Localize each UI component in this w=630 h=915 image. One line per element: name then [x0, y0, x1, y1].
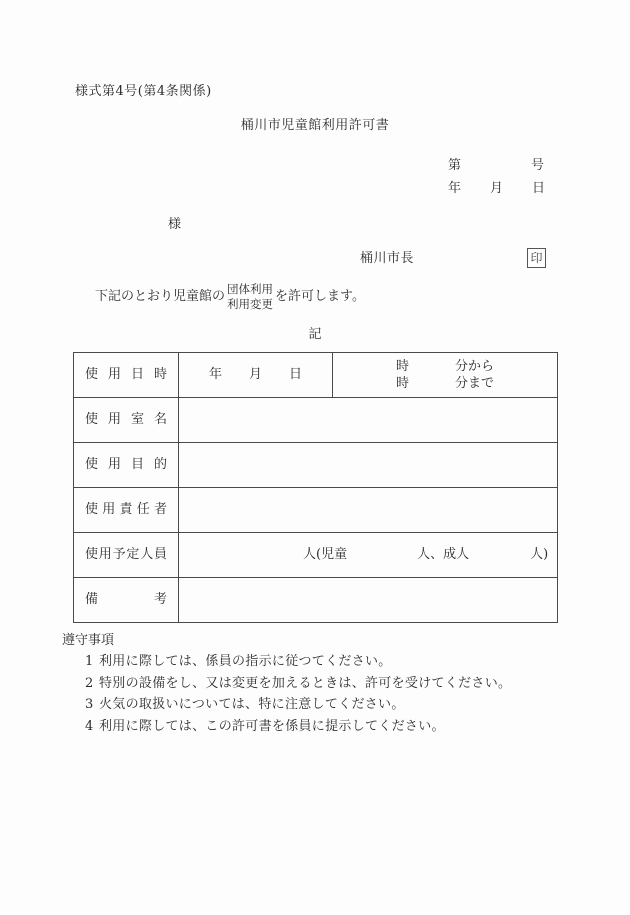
note-text: 火気の取扱いについては、特に注意してください。 — [99, 697, 405, 713]
document-date-line — [448, 181, 545, 197]
room-name-field — [179, 398, 558, 443]
time-to-minute-label: 分まで — [455, 376, 495, 391]
attendance-total-children-label: 人(児童 — [303, 546, 348, 562]
remarks-field — [179, 578, 558, 623]
row-label-remarks: 備 考 — [74, 578, 179, 623]
permission-sentence — [95, 282, 365, 312]
row-label-responsible-person: 使 用 責 任 者 — [74, 488, 179, 533]
expected-attendance-field — [179, 533, 558, 578]
table-row-purpose — [74, 443, 558, 488]
use-date-year-label: 年 — [208, 366, 222, 382]
date-month-label: 月 — [489, 181, 503, 196]
permit-details-table — [73, 352, 558, 623]
time-from-line — [333, 358, 557, 375]
row-label-use-datetime: 使 用 日 時 — [74, 353, 179, 398]
note-item — [62, 651, 562, 673]
purpose-field — [179, 443, 558, 488]
document-title: 桶川市児童館利用許可書 — [240, 118, 390, 133]
use-type-choice — [227, 282, 273, 312]
record-marker: 記 — [308, 327, 322, 342]
note-number: 2 — [85, 675, 94, 691]
document-number-line — [448, 158, 544, 174]
table-row-use-datetime — [74, 353, 558, 398]
note-text: 利用に際しては、係員の指示に従つてください。 — [99, 654, 392, 670]
notes-heading: 遵守事項 — [62, 633, 115, 648]
choice-use-change: 利用変更 — [227, 297, 274, 311]
choice-group-use: 団体利用 — [227, 282, 274, 296]
doc-number-suffix: 号 — [530, 158, 544, 173]
date-year-label: 年 — [448, 181, 462, 196]
note-text: 特別の設備をし、又は変更を加えるときは、許可を受けてください。 — [99, 675, 512, 691]
attendance-adults-label: 人、成人 — [417, 546, 470, 562]
sentence-tail: を許可します。 — [275, 288, 365, 304]
addressee-suffix: 様 — [168, 217, 182, 232]
use-date-month-label: 月 — [248, 366, 262, 382]
note-text: 利用に際しては、この許可書を係員に提示してください。 — [99, 718, 445, 734]
note-item — [62, 716, 562, 738]
time-to-hour-label: 時 — [395, 376, 409, 391]
attendance-close-label: 人) — [530, 546, 549, 562]
note-item — [62, 673, 562, 695]
use-date-day-label: 日 — [289, 366, 303, 382]
time-from-minute-label: 分から — [455, 359, 495, 374]
responsible-person-field — [179, 488, 558, 533]
time-from-hour-label: 時 — [395, 359, 409, 374]
row-label-expected-attendance: 使 用 予 定 人 員 — [74, 533, 179, 578]
row-label-room-name: 使 用 室 名 — [74, 398, 179, 443]
official-seal-placeholder — [527, 248, 546, 268]
note-number: 4 — [85, 718, 94, 734]
note-number: 1 — [85, 654, 94, 670]
table-row-room-name — [74, 398, 558, 443]
compliance-notes — [62, 633, 562, 737]
seal-character: 印 — [530, 250, 543, 265]
form-number: 様式第4号(第4条関係) — [75, 84, 212, 99]
time-to-line — [333, 375, 557, 392]
note-number: 3 — [85, 697, 94, 713]
date-day-label: 日 — [531, 181, 545, 196]
sentence-lead: 下記のとおり児童館の — [95, 288, 226, 304]
table-row-remarks — [74, 578, 558, 623]
note-item — [62, 694, 562, 716]
row-label-purpose: 使 用 目 的 — [74, 443, 179, 488]
table-row-expected-attendance — [74, 533, 558, 578]
use-time-field — [333, 353, 558, 398]
use-date-field — [179, 353, 333, 398]
doc-number-prefix: 第 — [448, 158, 462, 173]
table-row-responsible-person — [74, 488, 558, 533]
issuer-name: 桶川市長 — [360, 251, 415, 266]
